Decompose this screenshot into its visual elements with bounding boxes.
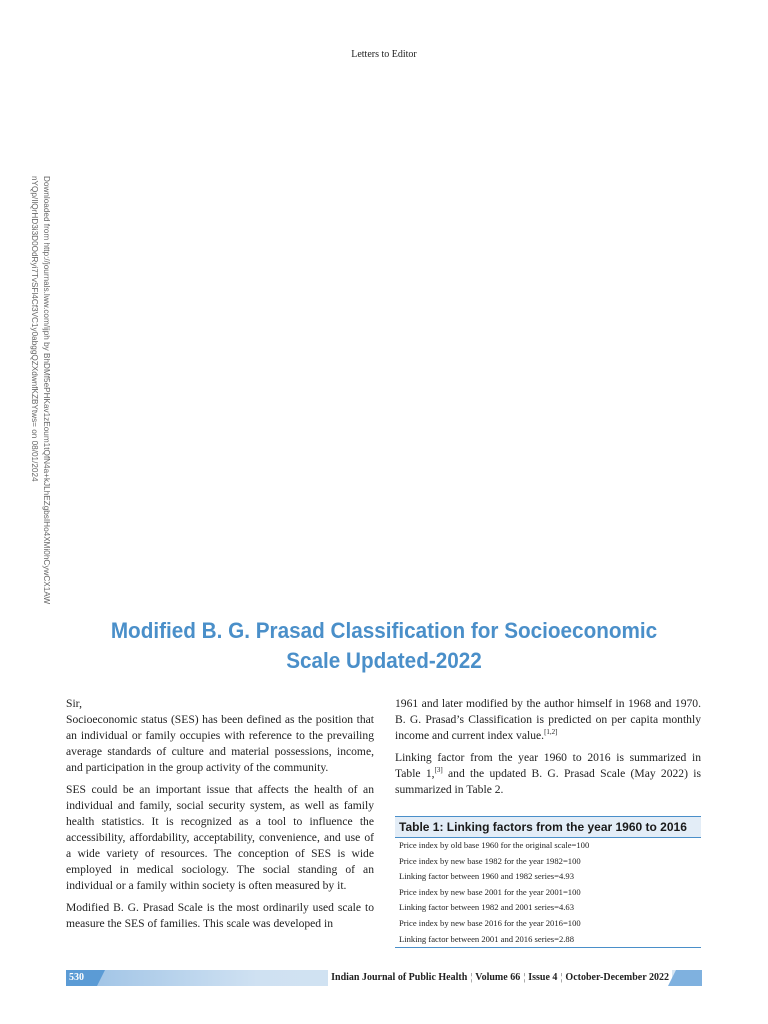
table-1-caption: Table 1: Linking factors from the year 1960 to 2016 xyxy=(395,817,701,838)
table-row: Price index by new base 2001 for the year 2001=100 xyxy=(399,886,581,897)
table-row: Linking factor between 2001 and 2016 series=2.88 xyxy=(399,933,575,944)
journal-volume: Volume 66 xyxy=(475,972,521,983)
page-number: 530 xyxy=(66,970,97,986)
paragraph-5-text-a: Linking factor from the year 1960 to 2016 is summarized in Table 1, xyxy=(395,751,701,780)
citation-ref-1-2[interactable]: [1,2] xyxy=(544,728,558,737)
table-row: Linking factor between 1960 and 1982 series=4.93 xyxy=(399,871,575,882)
download-watermark-line-2: nYQp/IlQrHD3i3D0OdRyi7TvSFl4Cf3VC1y0abggQZXdwnfKZBYtws= on 08/01/2024 xyxy=(30,176,39,482)
paragraph-1: Socioeconomic status (SES) has been defined as the position that an individual or family occupies with reference to the prevailing average standards of culture and material possessions, income, and participation in the group activity of the community. xyxy=(66,713,374,774)
paragraph-5-text-b: and the updated B. G. Prasad Scale (May 2022) is summarized in Table 2. xyxy=(395,767,701,796)
journal-name: Indian Journal of Public Health xyxy=(331,972,468,983)
separator: ¦ xyxy=(560,972,563,983)
separator: ¦ xyxy=(523,972,526,983)
right-column xyxy=(395,696,701,804)
citation-ref-3[interactable]: [3] xyxy=(434,766,443,775)
table-1 xyxy=(395,816,701,948)
running-header: Letters to Editor xyxy=(351,49,417,60)
page-footer xyxy=(66,970,702,986)
download-watermark xyxy=(22,176,52,636)
paragraph-4 xyxy=(395,696,701,744)
article-title: Modified B. G. Prasad Classification for Socioeconomic Scale Updated-2022 xyxy=(110,618,658,673)
journal-period: October-December 2022 xyxy=(565,972,669,983)
journal-issue: Issue 4 xyxy=(528,972,558,983)
table-row: Price index by new base 1982 for the year 1982=100 xyxy=(399,855,581,866)
paragraph-4-text: 1961 and later modified by the author himself in 1968 and 1970. B. G. Prasad’s Classification is predicted on per capita monthly income and current index value. xyxy=(395,697,701,742)
separator: ¦ xyxy=(470,972,473,983)
download-watermark-line-1: Downloaded from http://journals.lww.com/ijph by BhDMf5ePHKav1zEoum1tQfN4a+kJLhEZgbsIHo4XMi0hCywCX1AW xyxy=(42,176,51,605)
page-badge-slant xyxy=(97,970,105,986)
table-row: Price index by old base 1960 for the original scale=100 xyxy=(399,840,590,850)
paragraph-5 xyxy=(395,750,701,798)
footer-end-slant xyxy=(668,970,676,986)
paragraph-2: SES could be an important issue that affects the health of an individual and family, social security system, as well as family health statistics. It is recognized as a tool to influence the accessibility, affordability, acceptability, convenience, and use of a wide variety of resources. The conception of SES is wide employed in medical sociology. The social standing of an individual or a family within society is often measured by it. xyxy=(66,783,374,892)
table-row: Linking factor between 1982 and 2001 series=4.63 xyxy=(399,902,575,913)
left-column xyxy=(66,696,374,938)
table-row: Price index by new base 2016 for the year 2016=100 xyxy=(399,917,581,928)
journal-info xyxy=(328,970,672,986)
footer-end-block xyxy=(676,970,702,986)
salutation: Sir, xyxy=(66,697,82,710)
paragraph-3: Modified B. G. Prasad Scale is the most ordinarily used scale to measure the SES of families. This scale was developed in xyxy=(66,901,374,930)
